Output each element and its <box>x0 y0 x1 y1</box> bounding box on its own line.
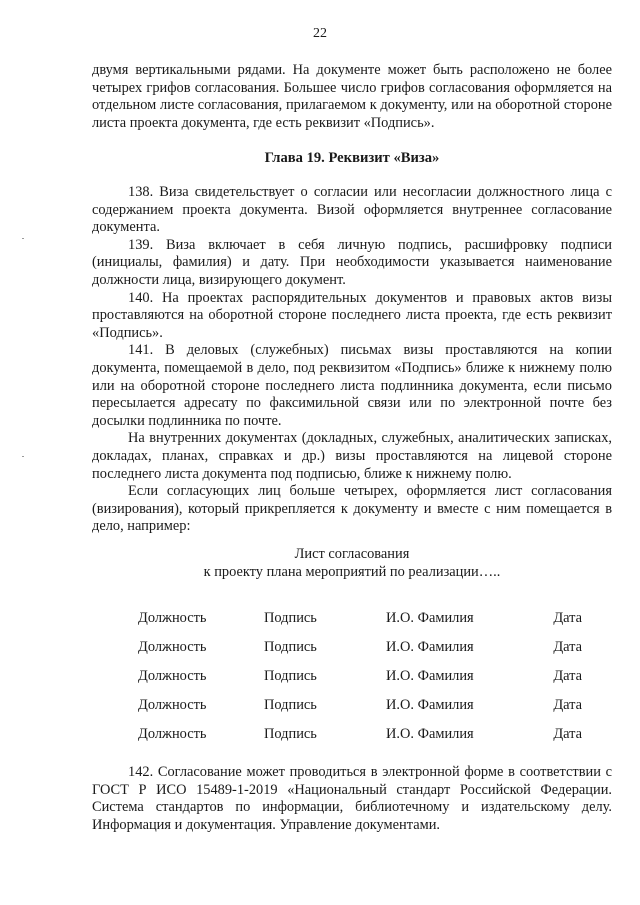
paragraph-141: 141. В деловых (служебных) письмах визы проставляются на копии документа, помещаемой в дело, под реквизитом «Подпись» ближе к нижнему полю или на оборотной стороне последнего листа подлинника документа, если письмо пересылается адресату по факсимильной связи или по электронной почте без досылки подлинника по почте. <box>92 342 612 429</box>
table-row <box>92 662 612 691</box>
position-cell: Должность <box>138 668 207 684</box>
intro-paragraph: двумя вертикальными рядами. На документе может быть расположено не более четырех грифов согласования. Большее число грифов согласования оформляется на отдельном листе согласования, прилагаемом к документу, или на оборотной стороне листа проекта документа, где есть реквизит «Подпись». <box>92 62 612 131</box>
chapter-heading: Глава 19. Реквизит «Виза» <box>264 150 440 166</box>
date-cell: Дата <box>553 726 582 742</box>
signature-cell: Подпись <box>264 726 317 742</box>
name-cell: И.О. Фамилия <box>386 697 474 713</box>
approval-sheet-title: Лист согласования <box>294 546 410 562</box>
approval-sheet-table <box>92 604 612 749</box>
scan-margin-mark <box>22 238 24 239</box>
signature-cell: Подпись <box>264 697 317 713</box>
body-paragraphs <box>92 184 612 536</box>
date-cell: Дата <box>553 668 582 684</box>
date-cell: Дата <box>553 697 582 713</box>
date-cell: Дата <box>553 639 582 655</box>
position-cell: Должность <box>138 639 207 655</box>
approval-sheet-subtitle: к проекту плана мероприятий по реализации….. <box>203 564 501 580</box>
paragraph-internal-docs: На внутренних документах (докладных, служебных, аналитических записках, докладах, планах, справках и др.) визы проставляются на лицевой стороне последнего листа документа под подписью, ближе к нижнему полю. <box>92 430 612 482</box>
paragraph-139: 139. Виза включает в себя личную подпись, расшифровку подписи (инициалы, фамилия) и дату. При необходимости указывается наименование должности лица, визирующего документ. <box>92 236 612 288</box>
paragraph-140: 140. На проектах распорядительных документов и правовых актов визы проставляются на оборотной стороне последнего листа проекта, где есть реквизит «Подпись». <box>92 289 612 341</box>
position-cell: Должность <box>138 726 207 742</box>
position-cell: Должность <box>138 697 207 713</box>
name-cell: И.О. Фамилия <box>386 610 474 626</box>
signature-cell: Подпись <box>264 668 317 684</box>
scan-margin-mark <box>22 456 24 457</box>
approval-sheet-heading <box>92 545 612 581</box>
name-cell: И.О. Фамилия <box>386 726 474 742</box>
name-cell: И.О. Фамилия <box>386 639 474 655</box>
signature-cell: Подпись <box>264 639 317 655</box>
intro-paragraph-block <box>92 62 612 132</box>
table-row <box>92 691 612 720</box>
final-paragraph-block <box>92 764 612 834</box>
paragraph-138: 138. Виза свидетельствует о согласии или несогласии должностного лица с содержанием проекта документа. Визой оформляется внутреннее согласование документа. <box>92 184 612 236</box>
date-cell: Дата <box>553 610 582 626</box>
table-row <box>92 633 612 662</box>
signature-cell: Подпись <box>264 610 317 626</box>
table-row <box>92 604 612 633</box>
page-number: 22 <box>313 26 327 41</box>
paragraph-142: 142. Согласование может проводиться в электронной форме в соответствии с ГОСТ Р ИСО 15489-1-2019 «Национальный стандарт Российской Федерации. Система стандартов по информации, библиотечному и издательскому делу. Информация и документация. Управление документами. <box>92 764 612 833</box>
paragraph-approval-sheet: Если согласующих лиц больше четырех, оформляется лист согласования (визирования), который прикрепляется к документу и вместе с ним помещается в дело, например: <box>92 483 612 535</box>
position-cell: Должность <box>138 610 207 626</box>
name-cell: И.О. Фамилия <box>386 668 474 684</box>
table-row <box>92 720 612 749</box>
